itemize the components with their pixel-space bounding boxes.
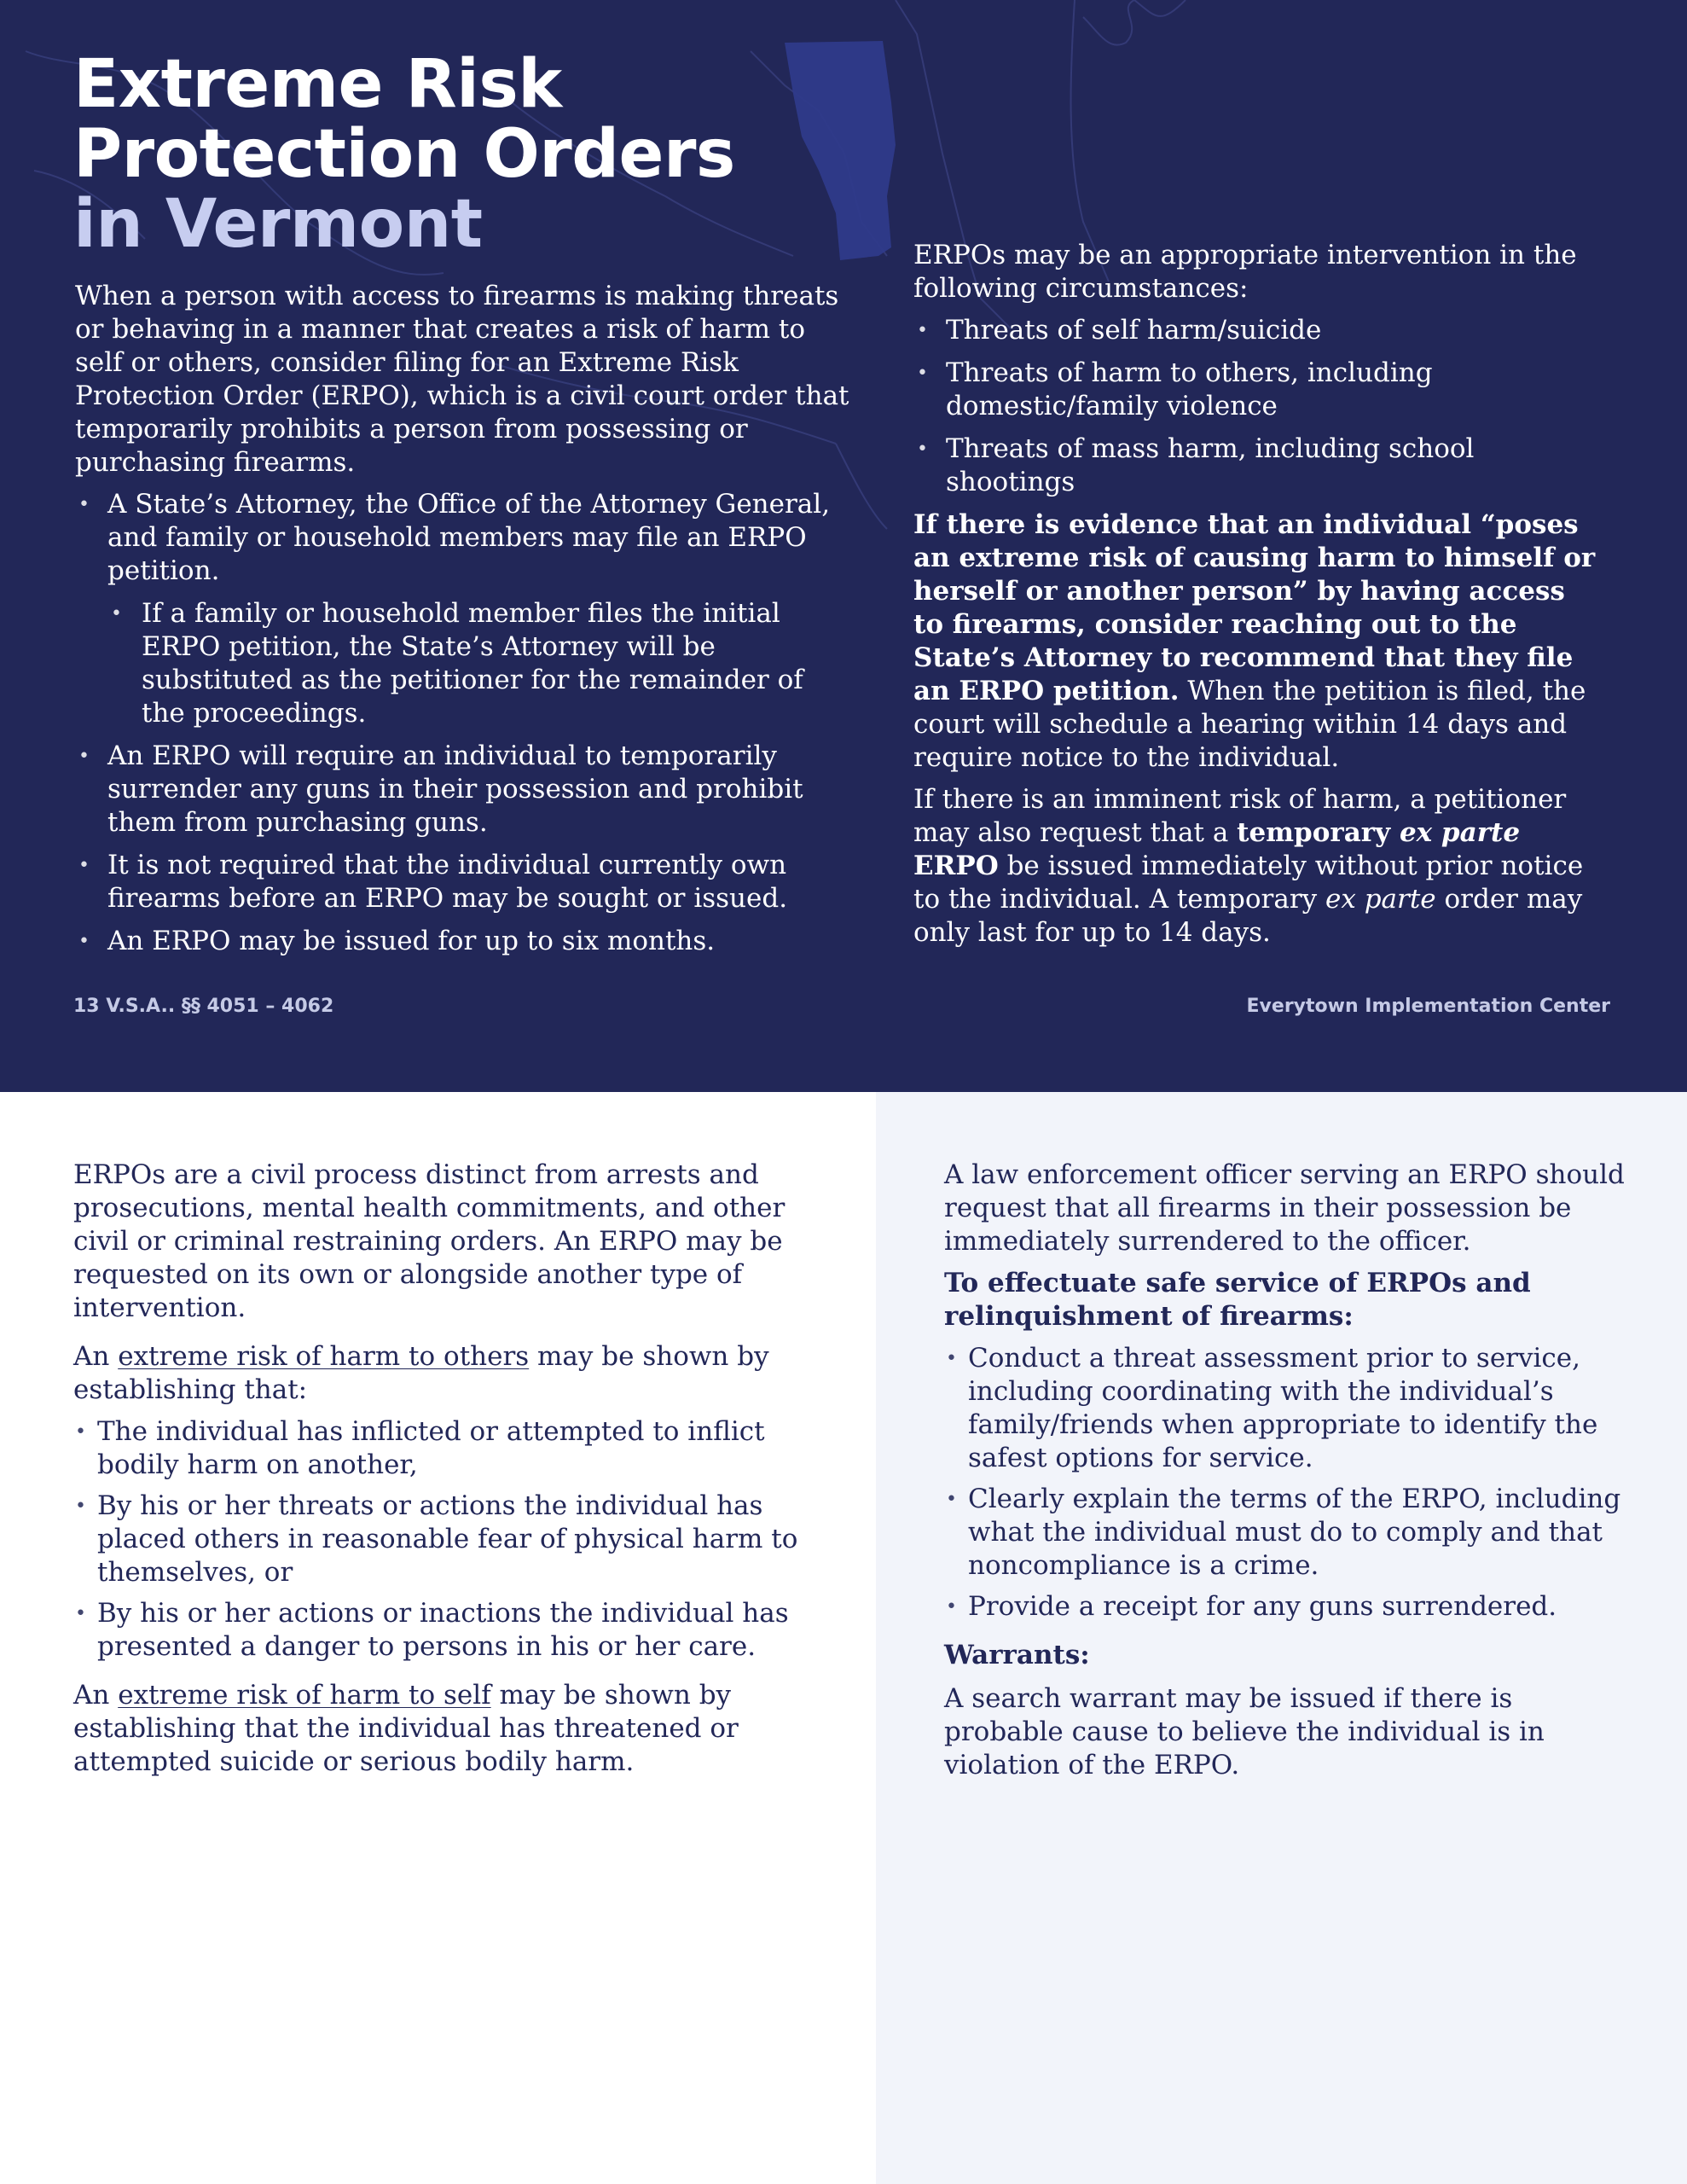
harm-to-others-list xyxy=(73,1415,841,1664)
source-credit: Everytown Implementation Center xyxy=(1246,996,1610,1017)
service-heading: To effectuate safe service of ERPOs and relinquishment of firearms: xyxy=(944,1268,1531,1332)
intro-paragraph: When a person with access to firearms is making threats or behaving in a manner that creates a risk of harm to self or others, consider filing for an Extreme Risk Protection Order (ERPO), which is a civil court order that temporarily prohibits a person from possessing or purchasing firearms. xyxy=(75,281,849,478)
evidence-text: When the petition is filed, the court will schedule a hearing within 14 days and require notice to the individual. xyxy=(913,676,1586,773)
circumstances-intro: ERPOs may be an appropriate intervention in the following circumstances: xyxy=(913,240,1577,304)
header-right-column xyxy=(913,239,1596,958)
warrants-paragraph: A search warrant may be issued if there is probable cause to believe the individual is in violation of the ERPO. xyxy=(944,1683,1545,1780)
list-item: • Clearly explain the terms of the ERPO, including what the individual must do to comply and that noncompliance is a crime. xyxy=(944,1483,1626,1583)
harm-to-self-term: extreme risk of harm to self xyxy=(118,1680,491,1711)
circumstances-list xyxy=(913,314,1596,499)
harm-to-others-term: extreme risk of harm to others xyxy=(118,1341,530,1372)
lower-right-column xyxy=(944,1159,1626,1798)
imminent-risk-paragraph: If there is an imminent risk of harm, a petitioner may also request that a temporary ex parte ERPO be issued immediately without prior notice to the individual. A temporary ex parte order may only last for up to 14 days. xyxy=(913,784,1584,948)
civil-process-paragraph: ERPOs are a civil process distinct from arrests and prosecutions, mental health commitments, and other civil or criminal restraining orders. An ERPO may be requested on its own or alongside another type of intervention. xyxy=(73,1159,786,1323)
erpo-facts-list xyxy=(75,488,851,958)
list-item: • Threats of mass harm, including school shootings xyxy=(913,433,1596,499)
page-title xyxy=(73,46,841,263)
sub-list xyxy=(107,597,851,730)
title-line-1: Extreme Risk xyxy=(73,46,562,123)
list-item: • Threats of self harm/suicide xyxy=(913,314,1596,347)
list-item: • An ERPO will require an individual to temporarily surrender any guns in their possession and prohibit them from purchasing guns. xyxy=(75,740,851,839)
harm-to-self-paragraph: An extreme risk of harm to self may be shown by establishing that the individual has threatened or attempted suicide or serious bodily harm. xyxy=(73,1680,739,1777)
list-item: • Conduct a threat assessment prior to service, including coordinating with the individual’s family/friends when appropriate to identify the safest options for service. xyxy=(944,1342,1626,1475)
list-item: • If a family or household member files the initial ERPO petition, the State’s Attorney will be substituted as the petitioner for the remainder of the proceedings. xyxy=(107,597,851,730)
list-item: • The individual has inflicted or attempted to inflict bodily harm on another, xyxy=(73,1415,841,1482)
title-line-3: in Vermont xyxy=(73,186,483,263)
list-item: • A State’s Attorney, the Office of the Attorney General, and family or household members may file an ERPO petition. • If a family or household member files the initial ERPO petition, the State’s Attorney will be substituted as the petitioner for the remainder of the proceedings. xyxy=(75,488,851,730)
harm-to-others-intro: An extreme risk of harm to others may be shown by establishing that: xyxy=(73,1341,769,1405)
list-item: • Provide a receipt for any guns surrendered. xyxy=(944,1590,1626,1623)
header-left-column xyxy=(75,280,851,967)
statute-citation: 13 V.S.A.. §§ 4051 – 4062 xyxy=(73,996,334,1017)
lower-left-column xyxy=(73,1159,841,1794)
evidence-paragraph xyxy=(913,508,1596,775)
list-item: • Threats of harm to others, including domestic/family violence xyxy=(913,357,1596,423)
list-item: • An ERPO may be issued for up to six months. xyxy=(75,925,851,958)
warrants-heading: Warrants: xyxy=(944,1640,1090,1670)
list-item: • By his or her threats or actions the individual has placed others in reasonable fear of physical harm to themselves, or xyxy=(73,1490,841,1589)
service-steps-list xyxy=(944,1342,1626,1623)
evidence-bold-text: If there is evidence that an individual “poses an extreme risk of causing harm to himself or herself or another person” by having access to firearms, consider reaching out to the State’s Attorney to recommend that they file an ERPO petition. xyxy=(913,509,1596,706)
officer-paragraph: A law enforcement officer serving an ERPO should request that all firearms in their possession be immediately surrendered to the officer. xyxy=(944,1159,1625,1257)
list-item: • By his or her actions or inactions the individual has presented a danger to persons in his or her care. xyxy=(73,1597,841,1664)
list-item: • It is not required that the individual currently own firearms before an ERPO may be sought or issued. xyxy=(75,849,851,915)
title-line-2: Protection Orders xyxy=(73,116,735,193)
